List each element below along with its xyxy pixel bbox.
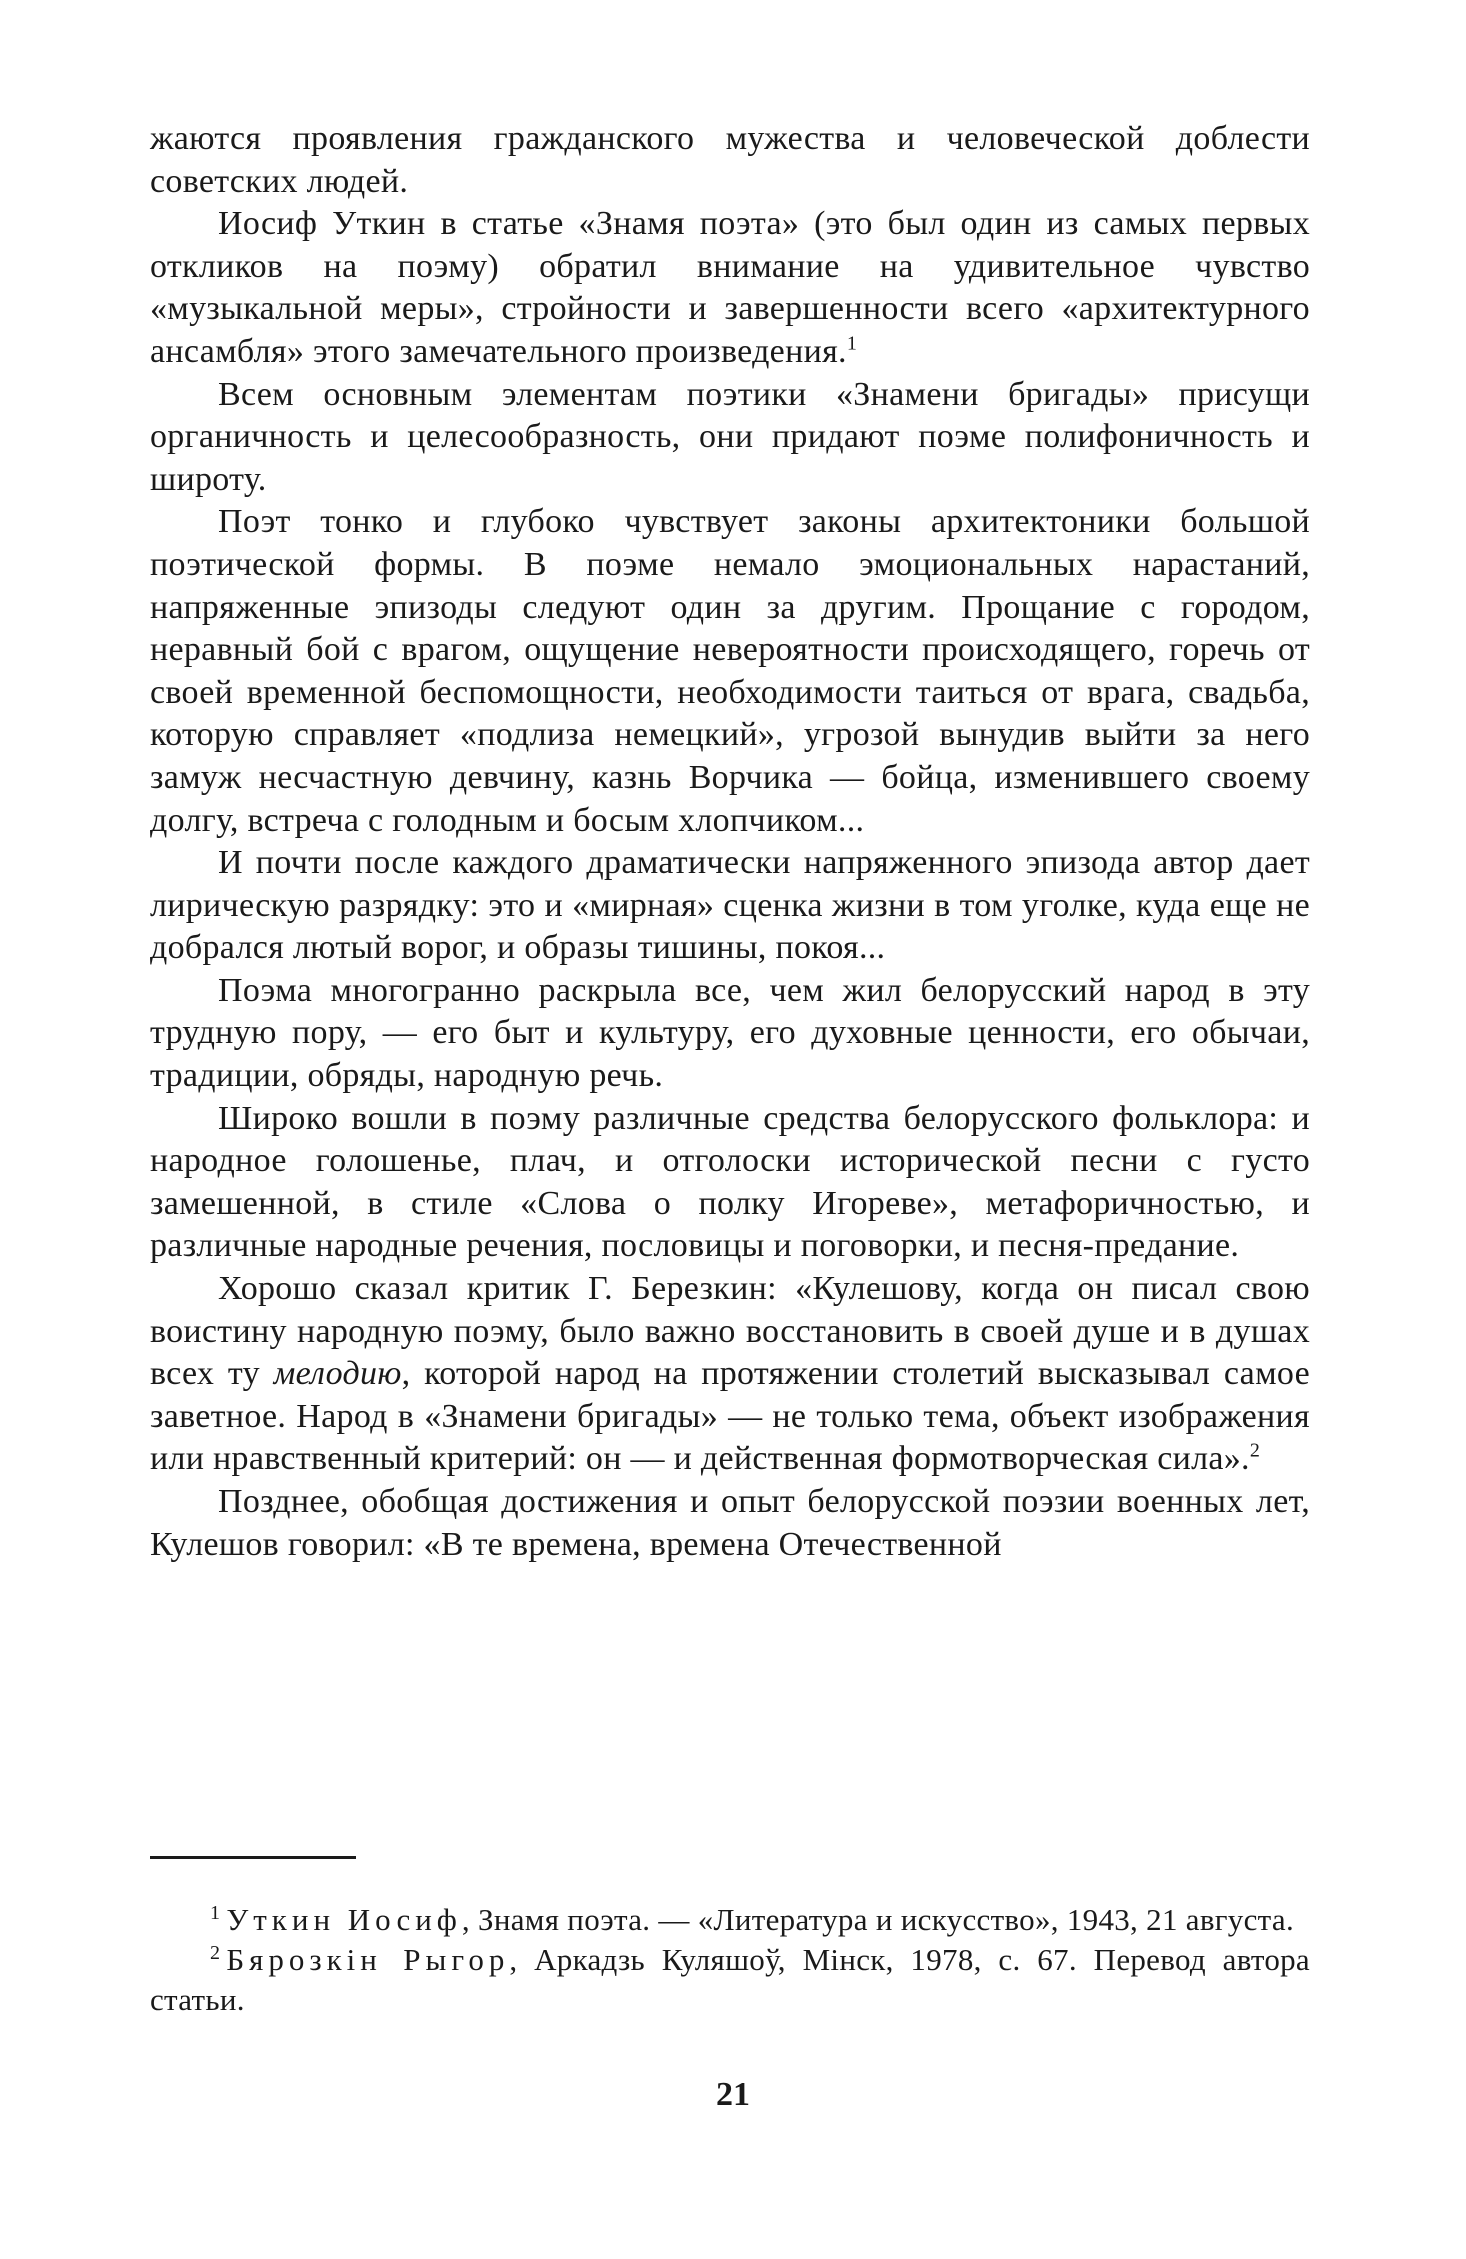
footnote-text: , Аркадзь Куляшоў, Мiнск, 1978, с. 67. Перевод автора статьи. xyxy=(150,1942,1310,2017)
paragraph: И почти после каждого драматически напряженного эпизода автор дает лирическую разрядку: это и «мирная» сценка жизни в том уголке, куда еще не добрался лютый ворог, и образы тишины, покоя... xyxy=(150,844,1310,967)
paragraph: Поэт тонко и глубоко чувствует законы архитектоники большой поэтической формы. В поэме немало эмоциональных нарастаний, напряженные эпизоды следуют один за другим. Прощание с городом, неравный бой с врагом, ощущение невероятности происходящего, горечь от своей временной беспомощности, необходимости таиться от врага, свадьба, которую справляет «подлиза немецкий», угрозой вынудив выйти за него замуж несчастную девчину, казнь Ворчика — бойца, изменившего своему долгу, встреча с голодным и босым хлопчиком... xyxy=(150,503,1310,839)
emphasis: мелодию xyxy=(273,1355,402,1393)
footnote-ref: 1 xyxy=(846,332,858,355)
footnote-author: Бярозкiн Рыгор xyxy=(226,1942,510,1977)
paragraph: Всем основным элементам поэтики «Знамени бригады» присущи органичность и целесообразность, они придают поэме полифоничность и широту. xyxy=(150,375,1310,498)
paragraph: Поэма многогранно раскрыла все, чем жил белорусский народ в эту трудную пору, — его быт и культуру, его духовные ценности, его обычаи, традиции, обряды, народную речь. xyxy=(150,971,1310,1095)
paragraph: Позднее, обобщая достижения и опыт белорусской поэзии военных лет, Кулешов говорил: «В те времена, времена Отечественной xyxy=(150,1483,1310,1563)
footnotes xyxy=(150,1900,1310,2020)
main-text xyxy=(150,118,1310,1566)
footnote-text: , Знамя поэта. — «Литература и искусство», 1943, 21 августа. xyxy=(461,1902,1295,1937)
footnote-mark: 1 xyxy=(210,1901,221,1924)
footnote-ref: 2 xyxy=(1249,1440,1261,1463)
paragraph: Широко вошли в поэму различные средства белорусского фольклора: и народное голошенье, плач, и отголоски исторической песни с густо замешенной, в стиле «Слова о полку Игореве», метафоричностью, и различные народные речения, пословицы и поговорки, и песня-предание. xyxy=(150,1099,1310,1265)
footnote-divider xyxy=(150,1856,356,1859)
footnote xyxy=(150,1940,1310,2020)
footnote-author: Уткин Иосиф xyxy=(226,1902,462,1937)
page-body xyxy=(150,118,1310,1566)
footnote xyxy=(150,1900,1310,1940)
paragraph: жаются проявления гражданского мужества и человеческой доблести советских людей. xyxy=(150,120,1310,200)
page-number: 21 xyxy=(716,2076,750,2113)
paragraph: Иосиф Уткин в статье «Знамя поэта» (это был один из самых первых откликов на поэму) обратил внимание на удивительное чувство «музыкальной меры», стройности и завершенности всего «архитектурного ансамбля» этого замечательного произведения.$^1$ xyxy=(150,205,1310,370)
paragraph: Хорошо сказал критик Г. Березкин: «Кулешову, когда он писал свою воистину народную поэму, было важно восстановить в своей душе и в душах всех ту мелодию, которой народ на протяжении столетий высказывал самое заветное. Народ в «Знамени бригады» — не только тема, объект изображения или нравственный критерий: он — и действенная формотворческая сила».$^2$ xyxy=(150,1270,1310,1478)
footnote-mark: 2 xyxy=(210,1941,221,1964)
